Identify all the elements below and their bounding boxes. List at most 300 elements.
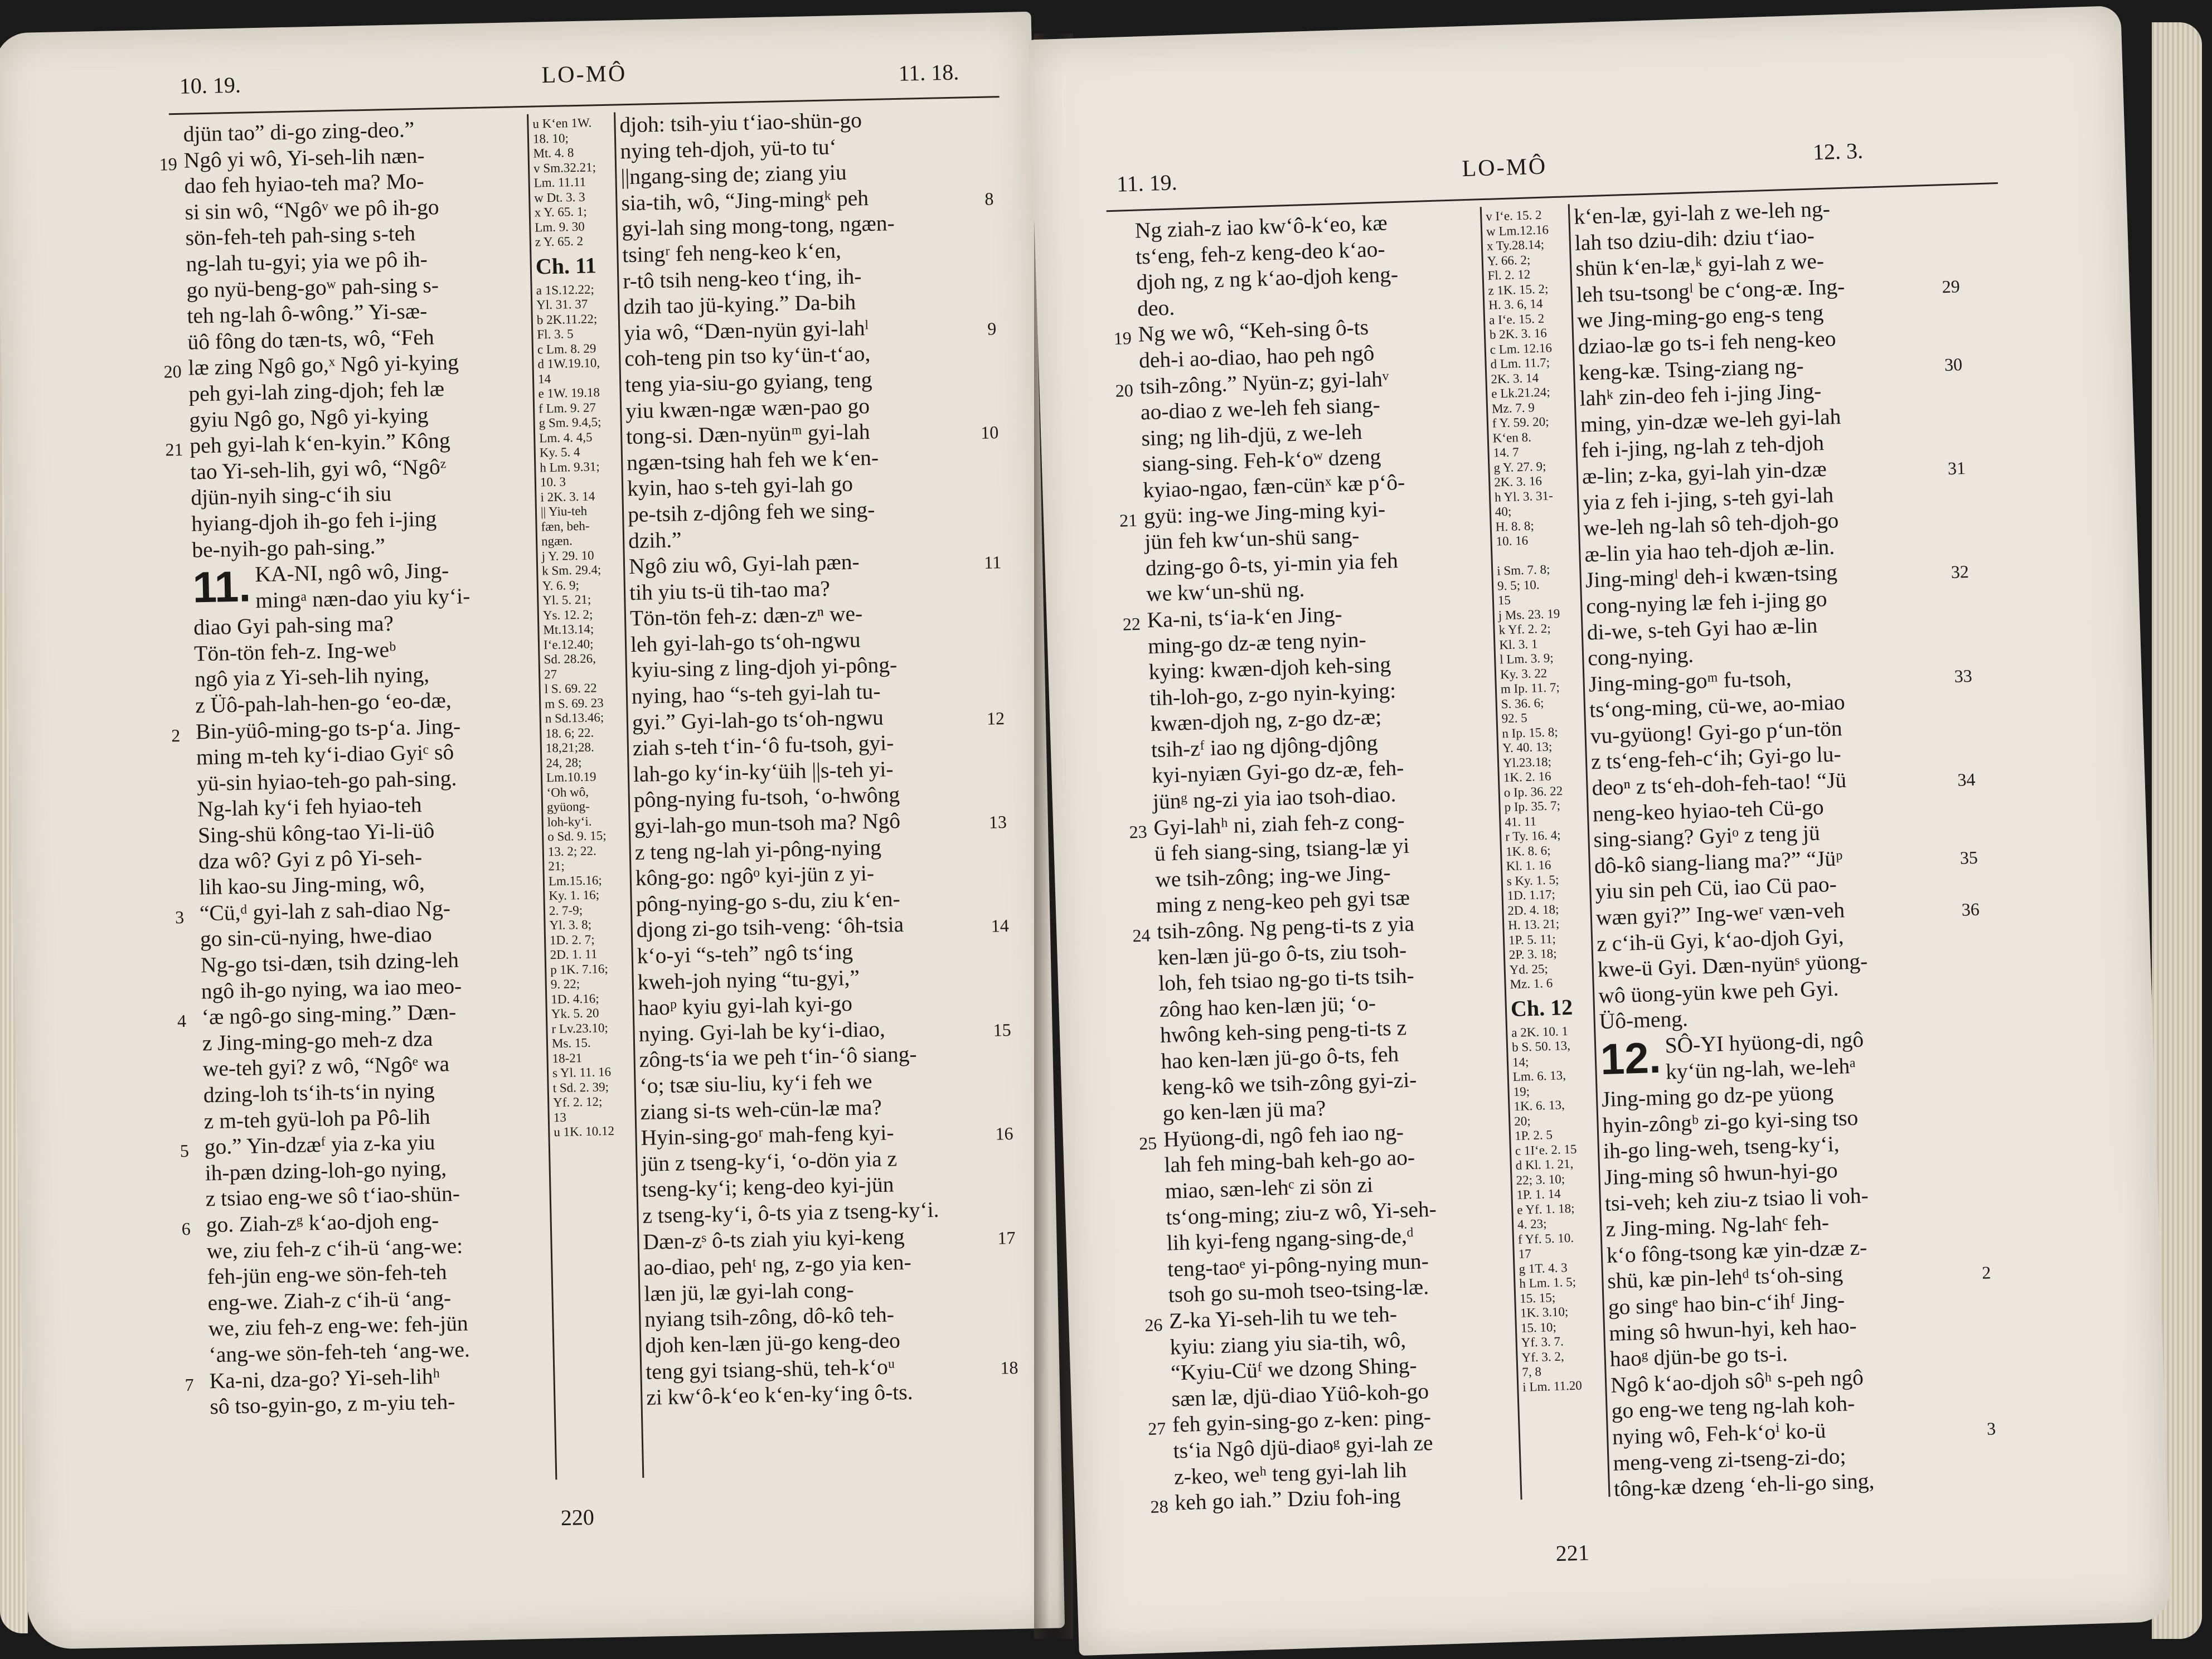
text-line: meng-veng zi-tseng-zi-do; bbox=[1612, 1443, 1847, 1476]
text-line: tsih-zᶠ iao ng djông-djông bbox=[1151, 730, 1379, 763]
reference-line: k Yf. 2. 2; bbox=[1498, 621, 1551, 637]
text-line: ||ngang-sing de; ziang yiu bbox=[620, 160, 847, 190]
text-line: kông-go: ngôᵒ kyi-jün z yi- bbox=[635, 861, 875, 891]
reference-line: g 1T. 4. 3 bbox=[1519, 1260, 1568, 1276]
left-header-ref-left: 10. 19. bbox=[179, 72, 241, 99]
reference-line: m S. 69. 23 bbox=[544, 695, 604, 711]
text-line: Jing-mingˡ deh-i kwæn-tsing 32 bbox=[1585, 556, 1942, 594]
text-line: Üô-meng. bbox=[1599, 1006, 1689, 1034]
text-line: dzih.” bbox=[628, 527, 682, 553]
text-line: siang-sing. Feh-k‘oʷ dzeng bbox=[1142, 444, 1381, 477]
text-line: Ka-ni, dza-go? Yi-seh-lihʰ 7 bbox=[209, 1361, 555, 1394]
text-line: neng-keo hyiao-teh Cü-go bbox=[1592, 794, 1825, 827]
text-line: deoⁿ z ts‘eh-doh-feh-tao! “Jü 34 bbox=[1592, 764, 1949, 801]
text-line: keng-kæ. Tsing-ziang ng- 30 bbox=[1578, 348, 1936, 386]
reference-line: g Sm. 9.4,5; bbox=[539, 415, 601, 430]
reference-line: c Lm. 8. 29 bbox=[537, 341, 596, 357]
reference-line: Ky. 1. 16; bbox=[549, 887, 600, 903]
reference-line: h Yl. 3. 31- bbox=[1494, 488, 1554, 505]
reference-line: Sd. 28.26, bbox=[544, 651, 596, 667]
reference-line: a 1S.12.22; bbox=[536, 282, 595, 298]
text-line: k‘o-yi “s-teh” ngô ts‘ing bbox=[637, 939, 853, 969]
text-line: ‘æ ngô-go sing-ming.” Dæn- 4 bbox=[201, 997, 547, 1031]
text-line: ts‘ong-ming; ziu-z wô, Yi-seh- bbox=[1165, 1196, 1437, 1230]
reference-line: o Ip. 36. 22 bbox=[1503, 783, 1563, 799]
text-line: sing-siang? Gyiᵒ z teng jü bbox=[1593, 820, 1821, 852]
reference-line: z Y. 65. 2 bbox=[535, 234, 584, 249]
reference-line: 17 bbox=[1518, 1246, 1532, 1261]
text-line: yia z feh i-jing, s-teh gyi-lah bbox=[1582, 482, 1834, 515]
reference-line: 2D. 1. 11 bbox=[550, 947, 598, 962]
text-line: hao ken-læn jü-go ô-ts, feh bbox=[1160, 1041, 1399, 1074]
reference-line: 10. 3 bbox=[540, 474, 566, 489]
reference-line: Yd. 25; bbox=[1509, 961, 1549, 977]
reference-line: Yf. 2. 12; bbox=[552, 1094, 603, 1110]
text-line: nyiang tsih-zông, dô-kô teh- bbox=[644, 1302, 895, 1332]
text-line: lih kyi-feng ngang-sing-de,ᵈ bbox=[1166, 1223, 1414, 1255]
reference-line: 1P. 2. 5 bbox=[1514, 1127, 1553, 1143]
text-line: feh i-jing, ng-lah z teh-djoh bbox=[1580, 430, 1825, 463]
text-line: sön-feh-teh pah-sing s-teh bbox=[185, 221, 416, 251]
text-line: wô üong-yün kwe peh Gyi. bbox=[1598, 976, 1839, 1008]
reference-line: Ky. 3. 22 bbox=[1500, 666, 1548, 681]
reference-line: w Dt. 3. 3 bbox=[533, 190, 585, 205]
text-line: ao-diao z we-leh feh siang- bbox=[1140, 392, 1381, 425]
reference-line: S. 36. 6; bbox=[1501, 695, 1544, 711]
text-line: Hyüong-di, ngô feh iao ng- 25 bbox=[1163, 1115, 1509, 1152]
text-line: z c‘ih-ü Gyi, k‘ao-djoh Gyi, bbox=[1596, 923, 1845, 956]
text-line: Ka-ni, ts‘ia-k‘en Jing- 22 bbox=[1147, 596, 1493, 633]
reference-line: loh-ky‘i. bbox=[547, 814, 592, 829]
reference-line: Yl. 5. 21; bbox=[542, 592, 591, 608]
reference-line: 92. 5 bbox=[1501, 711, 1527, 726]
text-line: zông-ts‘ia we peh t‘in-‘ô siang- bbox=[639, 1041, 917, 1073]
reference-line: 1D. 4.16; bbox=[551, 991, 599, 1006]
reference-line: Yf. 3. 7. bbox=[1521, 1334, 1564, 1350]
text-line: tih yiu ts-ü tih-tao ma? bbox=[629, 576, 831, 605]
verse-number: 33 bbox=[1954, 665, 1973, 686]
text-line: z Jing-ming. Ng-lahᶜ feh- bbox=[1605, 1210, 1830, 1242]
reference-line: e Yf. 1. 18; bbox=[1516, 1201, 1575, 1217]
left-header-ref-right: 11. 18. bbox=[898, 59, 959, 86]
reference-line: 2K. 3. 16 bbox=[1493, 473, 1542, 489]
text-line: deo. bbox=[1137, 295, 1175, 321]
verse-number: 3 bbox=[174, 906, 185, 928]
text-line: cong-nying. bbox=[1587, 642, 1694, 671]
text-line: leh gyi-lah-go ts‘oh-ngwu bbox=[630, 627, 861, 657]
reference-line: Mt. 4. 8 bbox=[533, 145, 574, 161]
text-line: lah-go ky‘in-ky‘üih ||s-teh yi- bbox=[633, 756, 894, 787]
text-line: djün-nyih sing-c‘ih siu bbox=[190, 481, 392, 510]
reference-line: u K‘en 1W. bbox=[532, 115, 592, 131]
reference-line: 1D. 2. 7; bbox=[549, 932, 595, 947]
reference-line: i 2K. 3. 14 bbox=[540, 488, 595, 504]
text-line: Ngô yi wô, Yi-seh-lih næn- 19 bbox=[183, 140, 530, 173]
reference-line: Y. 66. 2; bbox=[1487, 252, 1531, 268]
reference-line: o Sd. 9. 15; bbox=[547, 828, 607, 844]
text-line: coh-teng pin tso ky‘ün-t‘ao, bbox=[624, 341, 871, 371]
text-line: jün feh kw‘un-shü sang- bbox=[1144, 523, 1360, 555]
text-line: teng yia-siu-go gyiang, teng bbox=[624, 367, 872, 397]
text-line: ü feh siang-sing, tsiang-læ yi bbox=[1154, 833, 1410, 866]
text-line: z ts‘eng-feh-c‘ih; Gyi-go lu- bbox=[1590, 741, 1842, 774]
reference-line: Lm. 4. 4,5 bbox=[539, 429, 593, 445]
text-line: ts‘ia Ngô djü-diaoᵍ gyi-lah ze bbox=[1172, 1430, 1434, 1463]
reference-line: 13 bbox=[553, 1110, 567, 1124]
verse-number: 11 bbox=[983, 552, 1002, 573]
reference-line: j Y. 29. 10 bbox=[541, 547, 594, 563]
text-line: kweh-joh nying “tu-gyi,” bbox=[637, 965, 860, 995]
text-line: loh, feh tsiao ng-go ti-ts tsih- bbox=[1158, 963, 1415, 996]
text-line: Ng-lah ky‘i feh hyiao-teh bbox=[197, 792, 422, 822]
reference-line: e 1W. 19.18 bbox=[538, 385, 600, 401]
text-line: dza wô? Gyi z pô Yi-seh- bbox=[198, 844, 423, 874]
text-line: djoh ken-læn jü-go keng-deo bbox=[644, 1328, 901, 1358]
right-header-ref-left: 11. 19. bbox=[1116, 169, 1178, 197]
text-line: ky‘ün ng-lah, we-lehᵃ bbox=[1665, 1053, 1856, 1084]
reference-line: ngæn. bbox=[541, 533, 573, 549]
reference-line: a I‘e. 15. 2 bbox=[1488, 311, 1545, 327]
text-line: yia wô, “Dæn-nyün gyi-lahˡ 9 bbox=[623, 315, 997, 346]
verse-number: 9 bbox=[987, 318, 997, 339]
reference-line: 41. 11 bbox=[1505, 814, 1537, 829]
text-line: nying. Gyi-lah be ky‘i-diao, 15 bbox=[638, 1016, 1012, 1046]
text-line: lih kao-su Jing-ming, wô, bbox=[198, 870, 425, 900]
verse-number: 10 bbox=[980, 422, 999, 443]
right-page bbox=[1029, 6, 2171, 1656]
left-page-number: 220 bbox=[560, 1504, 595, 1531]
reference-line: v I‘e. 15. 2 bbox=[1485, 207, 1542, 224]
reference-line: Lm. 11.11 bbox=[533, 174, 586, 190]
text-line: go.” Yin-dzæᶠ yia z-ka yiu 5 bbox=[204, 1127, 550, 1161]
text-line: go sin-cü-nying, hwe-diao bbox=[200, 922, 433, 952]
reference-line: c 1I‘e. 2. 15 bbox=[1515, 1142, 1577, 1158]
reference-line: ‘Oh wô, bbox=[546, 784, 589, 799]
text-line: kyin, hao s-teh gyi-lah go bbox=[627, 472, 853, 501]
text-line: kwe-ü Gyi. Dæn-nyünˢ yüong- bbox=[1597, 949, 1868, 982]
reference-line: 10. 16 bbox=[1496, 533, 1529, 549]
text-line: ao-diao, pehᵗ ng, z-go yia ken- bbox=[643, 1249, 912, 1280]
verse-number: 34 bbox=[1957, 769, 1976, 790]
verse-number: 20 bbox=[163, 361, 182, 382]
text-line: tih-loh-go, z-go nyin-kying: bbox=[1149, 678, 1396, 710]
reference-line: r Lv.23.10; bbox=[551, 1020, 609, 1036]
reference-line: Kl. 1. 16 bbox=[1506, 857, 1551, 874]
text-line: yiu kwæn-ngæ wæn-pao go bbox=[625, 393, 870, 423]
text-line: peh gyi-lah zing-djoh; feh læ bbox=[188, 376, 445, 406]
text-line: ngæn-tsing hah feh we k‘en- bbox=[626, 445, 879, 475]
text-line: tong-si. Dæn-nyünᵐ gyi-lah 10 bbox=[625, 419, 999, 449]
text-line: djün taoˮ di-go zing-deo.” bbox=[183, 117, 415, 147]
text-line: sing; ng lih-djü, z we-leh bbox=[1141, 419, 1363, 451]
reference-line: 14; bbox=[1512, 1054, 1529, 1069]
verse-number: 31 bbox=[1947, 458, 1966, 479]
text-line: Hyin-sing-goʳ mah-feng kyi- 16 bbox=[641, 1120, 1013, 1151]
verse-number: 20 bbox=[1115, 380, 1134, 401]
reference-line: Lm.10.19 bbox=[546, 769, 596, 785]
text-line: di-we, s-teh Gyi hao æ-lin bbox=[1587, 613, 1818, 645]
text-line: keng-kô we tsih-zông gyi-zi- bbox=[1161, 1067, 1417, 1100]
reference-line: 1P. 5. 11; bbox=[1508, 932, 1556, 947]
reference-line: fæn, beh- bbox=[541, 518, 590, 533]
text-line: ming, yin-dzæ we-leh gyi-lah bbox=[1580, 404, 1841, 437]
text-line: hyin-zôngᵇ zi-go kyi-sing tso bbox=[1602, 1105, 1859, 1138]
verse-number: 21 bbox=[165, 439, 183, 460]
text-line: ziah s-teh t‘in-‘ô fu-tsoh, gyi- bbox=[632, 730, 894, 761]
reference-line: 18,21;28. bbox=[545, 740, 595, 755]
right-header-title: LO-MÔ bbox=[1461, 153, 1548, 182]
reference-line: 19; bbox=[1513, 1084, 1530, 1099]
text-line: we Jing-ming-go eng-s teng bbox=[1576, 300, 1824, 333]
text-line: læn jü, læ gyi-lah cong- bbox=[643, 1277, 855, 1306]
reference-line: 27 bbox=[544, 667, 557, 681]
reference-line: f Lm. 9. 27 bbox=[538, 400, 596, 415]
reference-line: Lm.15.16; bbox=[548, 872, 602, 888]
verse-number: 35 bbox=[1959, 847, 1978, 868]
text-line: peh gyi-lah k‘en-kyin.” Kông 21 bbox=[190, 426, 536, 459]
reference-line: 18-21 bbox=[552, 1050, 583, 1065]
reference-line: 20; bbox=[1514, 1113, 1531, 1128]
reference-line: Mt.13.14; bbox=[543, 622, 594, 637]
text-line: mingᵃ næn-dao yiu ky‘i- bbox=[255, 583, 470, 613]
reference-line: H. 13. 21; bbox=[1507, 916, 1560, 933]
text-line: gyiu Ngô go, Ngô yi-kying bbox=[188, 402, 429, 433]
text-line: we, ziu feh-z eng-we: feh-jün bbox=[208, 1311, 469, 1341]
reference-line: Fl. 3. 5 bbox=[537, 327, 574, 342]
text-line: ken-læn jü-go ô-ts, ziu tsoh- bbox=[1157, 937, 1407, 970]
text-line: we kw‘un-shü ng. bbox=[1146, 576, 1305, 607]
text-line: nying wô, Feh-k‘oⁱ ko-ü 3 bbox=[1612, 1413, 1969, 1451]
text-line: hyiang-djoh ih-go feh i-jing bbox=[191, 506, 437, 536]
text-line: yiu sin peh Cü, iao Cü pao- bbox=[1594, 872, 1837, 904]
reference-line: Yl.23.18; bbox=[1502, 754, 1552, 770]
text-line: lah tso dziu-dih: dziu t‘iao- bbox=[1574, 222, 1815, 255]
reference-line: 1P. 1. 14 bbox=[1516, 1186, 1561, 1202]
verse-number: 3 bbox=[1986, 1418, 1996, 1439]
text-line: dzing-go ô-ts, yi-min yia feh bbox=[1145, 547, 1399, 581]
text-line: ming sô hwun-hyi, keh hao- bbox=[1608, 1313, 1857, 1346]
text-line: pe-tsih z-djông feh we sing- bbox=[627, 497, 875, 527]
verse-number: 13 bbox=[988, 812, 1007, 832]
text-line: yü-sin hyiao-teh-go pah-sing. bbox=[196, 765, 457, 796]
text-line: k‘o fông-tsong kæ yin-dzæ z- bbox=[1606, 1235, 1867, 1268]
reference-line: Mz. 7. 9 bbox=[1491, 400, 1535, 416]
text-line: be-nyih-go pah-sing.” bbox=[191, 533, 386, 562]
text-line: z tsiao eng-we sô t‘iao-shün- bbox=[205, 1181, 460, 1211]
text-line: ih-pæn dzing-loh-go nying, bbox=[205, 1156, 447, 1186]
reference-line: 1K. 6. 13, bbox=[1514, 1098, 1565, 1114]
text-line: ngô ih-go nying, wa iao meo- bbox=[201, 973, 462, 1003]
reference-line: Mz. 1. 6 bbox=[1510, 976, 1553, 992]
reference-line: Lm. 9. 30 bbox=[535, 219, 585, 235]
reference-line: d Lm. 11.7; bbox=[1490, 355, 1550, 371]
verse-number: 17 bbox=[997, 1227, 1016, 1248]
reference-line: x Y. 65. 1; bbox=[534, 204, 587, 220]
text-line: ming z neng-keo peh gyi tsæ bbox=[1156, 885, 1410, 918]
text-line: sæn læ, djü-diao Yüô-koh-go bbox=[1171, 1378, 1429, 1411]
text-line: Ng ziah-z iao kw‘ô-k‘eo, kæ bbox=[1134, 210, 1388, 243]
text-line: æ-lin; z-ka, gyi-lah yin-dzæ 31 bbox=[1582, 453, 1939, 490]
text-line: haoᵖ kyiu gyi-lah kyi-go bbox=[638, 991, 853, 1021]
text-line: Z-ka Yi-seh-lih tu we teh- 26 bbox=[1169, 1297, 1515, 1334]
verse-number: 25 bbox=[1138, 1133, 1157, 1154]
reference-line: l Lm. 3. 9; bbox=[1499, 651, 1554, 667]
text-line: dziao-læ go ts-i feh neng-keo bbox=[1578, 326, 1837, 359]
text-line: si sin wô, “Ngôᵛ we pô ih-go bbox=[185, 194, 439, 225]
verse-number: 18 bbox=[1000, 1357, 1018, 1378]
reference-line: 22; 3. 10; bbox=[1516, 1171, 1565, 1187]
verse-number: 16 bbox=[995, 1123, 1013, 1144]
reference-line: x Ty.28.14; bbox=[1486, 237, 1545, 253]
reference-line: H. 8. 8; bbox=[1495, 518, 1535, 534]
reference-line: 9. 22; bbox=[550, 977, 580, 992]
reference-line: 21; bbox=[548, 858, 565, 874]
text-line: dô-kô siang-liang ma?” “Jüᵖ 35 bbox=[1594, 842, 1951, 879]
reference-line: K‘en 8. bbox=[1492, 430, 1532, 445]
reference-line: Yf. 3. 2, bbox=[1521, 1348, 1564, 1365]
text-line: ts‘eng, feh-z keng-deo k‘ao- bbox=[1135, 236, 1386, 269]
reference-line: 2. 7-9; bbox=[549, 903, 583, 918]
reference-line: s Yl. 11. 16 bbox=[552, 1065, 612, 1080]
verse-number: 2 bbox=[171, 725, 181, 746]
verse-number: 8 bbox=[984, 188, 994, 209]
verse-number: 4 bbox=[177, 1011, 187, 1031]
text-line: pông-nying fu-tsoh, ‘o-hwông bbox=[633, 782, 900, 813]
text-line: Jing-ming sô hwun-hyi-go bbox=[1603, 1157, 1839, 1190]
text-line: ‘o; tsæ siu-liu, ky‘i feh we bbox=[639, 1069, 872, 1098]
text-line: dzih tao jü-kying.” Da-bih bbox=[623, 289, 856, 319]
reference-line: h Lm. 9.31; bbox=[540, 459, 600, 474]
reference-line: z 1K. 15. 2; bbox=[1488, 281, 1549, 298]
text-line: z Üô-pah-lah-hen-go ‘eo-dæ, bbox=[195, 687, 452, 718]
verse-number: 12 bbox=[986, 707, 1005, 729]
text-line: tông-kæ dzeng ‘eh-li-go sing, bbox=[1613, 1468, 1875, 1501]
text-line: zông hao ken-læn jü; ‘o- bbox=[1158, 990, 1376, 1022]
verse-number: 26 bbox=[1144, 1314, 1163, 1336]
text-line: sô tso-gyin-go, z m-yiu teh- bbox=[210, 1389, 455, 1419]
text-line: teng-taoᵉ yi-pông-nying mun- bbox=[1167, 1248, 1429, 1282]
text-line: Sing-shü kông-tao Yi-li-üô bbox=[197, 818, 435, 848]
reference-line: gyüong- bbox=[546, 799, 590, 814]
reference-line: Kl. 3. 1 bbox=[1499, 636, 1538, 652]
text-line: z m-teh gyü-loh pa Pô-lih bbox=[203, 1104, 431, 1133]
reference-line: 13. 2; 22. bbox=[547, 843, 596, 858]
right-page-number: 221 bbox=[1555, 1540, 1590, 1566]
reference-line: v Sm.32.21; bbox=[533, 159, 596, 176]
text-line: ng-lah tu-gyi; yia we pô ih- bbox=[186, 246, 428, 276]
verse-number: 24 bbox=[1132, 925, 1151, 946]
text-line: tsingʳ feh neng-keo k‘en, bbox=[622, 238, 842, 268]
text-line: r-tô tsih neng-keo t‘ing, ih- bbox=[622, 263, 862, 293]
reference-line: k Sm. 29.4; bbox=[541, 562, 601, 578]
reference-line: Lm. 6. 13, bbox=[1512, 1068, 1566, 1084]
text-line: Jing-ming-goᵐ fu-tsoh, 33 bbox=[1588, 660, 1946, 697]
text-line: teh ng-lah ô-wông.” Yi-sæ- bbox=[187, 298, 428, 328]
text-line: leh tsu-tsongˡ be c‘ong-æ. Ing- 29 bbox=[1576, 274, 1961, 307]
text-line: sia-tih, wô, “Jing-mingᵏ peh 8 bbox=[620, 185, 994, 216]
text-line: z teng ng-lah yi-pông-nying bbox=[634, 835, 882, 865]
text-line: ming-go dz-æ teng nyin- bbox=[1147, 627, 1367, 658]
text-line: z tseng-ky‘i, ô-ts yia z tseng-ky‘i. bbox=[642, 1197, 939, 1228]
reference-line: e Lk.21.24; bbox=[1491, 385, 1551, 401]
text-line: ming m-teh ky‘i-diao Gyiᶜ sô bbox=[196, 740, 454, 770]
text-line: Ng we wô, “Keh-sing ô-ts 19 bbox=[1138, 311, 1484, 347]
reference-line: n Ip. 15. 8; bbox=[1502, 724, 1559, 740]
reference-line: d 1W.19.10, bbox=[537, 356, 600, 371]
reference-line: b 2K.11.22; bbox=[536, 311, 598, 327]
text-line: kyiao-ngao, fæn-cünˣ kæ p‘ô- bbox=[1142, 469, 1405, 503]
text-line: ngô yia z Yi-seh-lih nying, bbox=[194, 662, 430, 692]
reference-line: l S. 69. 22 bbox=[544, 681, 597, 696]
text-line: kyi-nyiæn Gyi-go dz-æ, feh- bbox=[1151, 755, 1404, 788]
text-line: jünᵍ ng-zi yia iao tsoh-diao. bbox=[1152, 782, 1396, 814]
verse-number: 19 bbox=[159, 153, 178, 174]
chapter-label: Ch. 11 bbox=[535, 252, 597, 279]
reference-line: 2K. 3. 14 bbox=[1491, 370, 1539, 386]
text-line: kyiu-sing z ling-djoh yi-pông- bbox=[630, 652, 898, 683]
text-line: tsih-zông. Ng peng-ti-ts z yia 24 bbox=[1157, 908, 1503, 945]
reference-line: 1K. 2. 16 bbox=[1503, 769, 1551, 785]
left-page bbox=[0, 12, 1065, 1650]
text-line: feh-jün eng-we sön-feh-teh bbox=[207, 1259, 447, 1289]
text-line: KA-NI, ngô wô, Jing- bbox=[254, 558, 449, 587]
text-line: Tön-tön feh-z. Ing-weᵇ bbox=[193, 637, 396, 666]
text-line: shü, kæ pin-lehᵈ ts‘oh-sing 2 bbox=[1607, 1257, 1964, 1294]
reference-line: w Lm.12.16 bbox=[1486, 222, 1549, 239]
reference-line: h Lm. 1. 5; bbox=[1519, 1274, 1576, 1291]
right-column-1 bbox=[1113, 207, 1521, 1517]
text-line: üô fông do tæn-ts, wô, “Feh bbox=[187, 324, 435, 355]
reference-line: b S. 50. 13, bbox=[1511, 1038, 1571, 1055]
text-line: dao feh hyiao-teh ma? Mo- bbox=[184, 168, 424, 198]
left-column-1 bbox=[159, 114, 556, 1420]
text-line: pông-nying-go s-du, ziu k‘en- bbox=[636, 886, 901, 916]
reference-line: j Ms. 23. 19 bbox=[1498, 606, 1560, 623]
text-line: kyiu: ziang yiu sia-tih, wô, bbox=[1170, 1327, 1406, 1360]
text-line: Bin-yüô-ming-go ts-p‘a. Jing- 2 bbox=[196, 711, 542, 745]
reference-line: Y. 6. 9; bbox=[542, 578, 580, 593]
text-line: gyi-lah-go mun-tsoh ma? Ngô 13 bbox=[634, 808, 1007, 839]
left-column-2 bbox=[619, 105, 1018, 1410]
reference-line: i Lm. 11.20 bbox=[1522, 1378, 1583, 1394]
reference-line: 14. 7 bbox=[1493, 445, 1519, 460]
text-line: gyi-lah sing mong-tong, ngæn- bbox=[621, 211, 895, 241]
reference-line: p Ip. 35. 7; bbox=[1504, 798, 1561, 814]
reference-line: 1D. 1.17; bbox=[1507, 887, 1556, 903]
reference-line: Y. 40. 13; bbox=[1502, 739, 1553, 755]
text-line: kwæn-djoh ng, z-go dz-æ; bbox=[1149, 704, 1382, 736]
reference-line: Fl. 2. 12 bbox=[1487, 267, 1531, 283]
text-line: gyi.” Gyi-lah-go ts‘oh-ngwu 12 bbox=[632, 705, 1005, 735]
text-line: go. Ziah-zᵍ k‘ao-djoh eng- 6 bbox=[206, 1205, 552, 1238]
verse-number: 27 bbox=[1147, 1418, 1166, 1439]
reference-line: n Sd.13.46; bbox=[545, 710, 604, 726]
reference-line: u 1K. 10.12 bbox=[554, 1123, 615, 1139]
reference-line: 1K. 8. 6; bbox=[1505, 843, 1551, 858]
text-line: shün k‘en-læ,ᵏ gyi-lah z we- bbox=[1575, 249, 1825, 282]
verse-number: 23 bbox=[1129, 821, 1148, 842]
reference-line: m Ip. 11. 7; bbox=[1500, 680, 1560, 696]
reference-line: Ky. 5. 4 bbox=[539, 444, 580, 460]
reference-line: 24, 28; bbox=[546, 755, 582, 770]
reference-line: f Y. 59. 20; bbox=[1492, 414, 1549, 430]
text-line: kying: kwæn-djoh keh-sing bbox=[1148, 652, 1391, 685]
reference-line: Yk. 5. 20 bbox=[551, 1006, 599, 1021]
text-line: djoh: tsih-yiu t‘iao-shün-go bbox=[619, 108, 862, 138]
text-line: Ngô ziu wô, Gyi-lah pæn- 11 bbox=[628, 549, 1002, 579]
text-line: deh-i ao-diao, hao peh ngô bbox=[1138, 341, 1375, 373]
text-line: djong zi-go tsih-veng: ‘ôh-tsia 14 bbox=[636, 912, 1010, 943]
